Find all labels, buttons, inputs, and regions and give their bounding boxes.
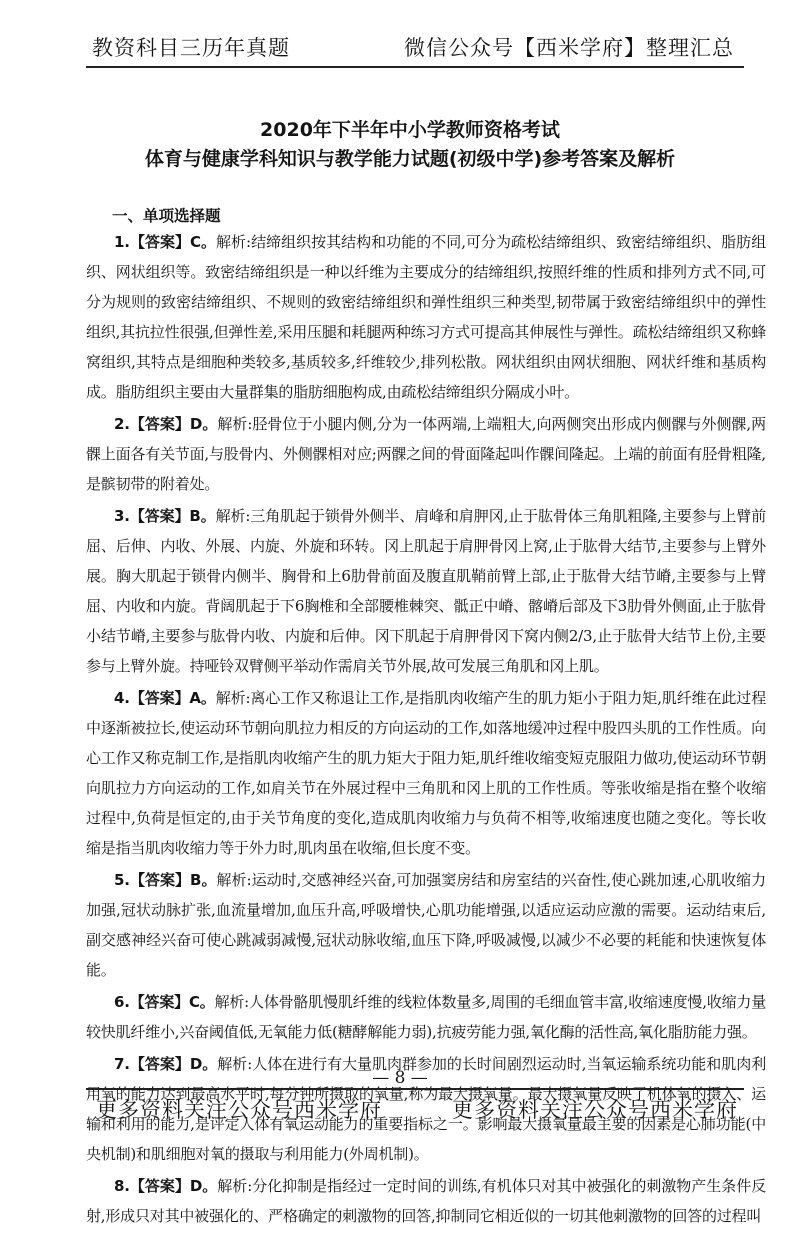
answer-explanation: 解析:离心工作又称退让工作,是指肌肉收缩产生的肌力矩小于阻力矩,肌纤维在此过程中逐渐被拉长,使运动环节朝向肌拉力相反的方向运动的工作,如落地缓冲过程中股四头肌的工作性质。向心工作又称克制工作,是指肌肉收缩产生的肌力矩大于阻力矩,肌纤维收缩变短克服阻力做功,使运动环节朝向肌拉力方向运动的工作,如肩关节在外展过程中三角肌和冈上肌的工作性质。等张收缩是指在整个收缩过程中,负荷是恒定的,由于关节角度的变化,造成肌肉收缩力与负荷不相等,收缩速度也随之变化。等长收缩是指当肌肉收缩力等于外力时,肌肉虽在收缩,但长度不变。 [86,689,766,857]
header-left-text: 教资科目三历年真题 [92,36,290,60]
answer-explanation: 解析:结缔组织按其结构和功能的不同,可分为疏松结缔组织、致密结缔组织、脂肪组织、网状组织等。致密结缔组织是一种以纤维为主要成分的结缔组织,按照纤维的性质和排列方式不同,可分为规则的致密结缔组织、不规则的致密结缔组织和弹性组织三种类型,韧带属于致密结缔组织中的弹性组织,其抗拉性很强,但弹性差,采用压腿和耗腿两种练习方式可提高其伸展性与弹性。疏松结缔组织又称蜂窝组织,其特点是细胞种类较多,基质较多,纤维较少,排列松散。网状组织由网状细胞、网状纤维和基质构成。脂肪组织主要由大量群集的脂肪细胞构成,由疏松结缔组织分隔成小叶。 [86,233,766,401]
header-rule [86,66,744,68]
answer-item-4 [86,683,766,863]
answer-item-2 [86,409,766,499]
answer-item-5 [86,865,766,985]
answer-explanation: 解析:人体在进行有大量肌肉群参加的长时间剧烈运动时,当氧运输系统功能和肌肉利用氧的能力达到最高水平时,每分钟所摄取的氧量,称为最大摄氧量。最大摄氧量反映了机体氧的摄入、运输和利用的能力,是评定人体有氧运动能力的重要指标之一。影响最大摄氧量最主要的因素是心肺功能(中央机制)和肌细胞对氧的摄取与利用能力(外周机制)。 [86,1055,766,1163]
answer-item-1 [86,227,766,407]
answer-label: 2.【答案】D。 [114,415,218,433]
answer-explanation: 解析:人体骨骼肌慢肌纤维的线粒体数量多,周围的毛细血管丰富,收缩速度慢,收缩力量较快肌纤维小,兴奋阈值低,无氧能力低(糖酵解能力弱),抗疲劳能力强,氧化酶的活性高,氧化脂肪能力强。 [86,993,766,1041]
section-heading: 一、单项选择题 [112,207,221,225]
footer-right-text: 更多资料关注公众号西米学府 [452,1098,738,1122]
answer-item-3 [86,501,766,681]
document-title [0,116,800,174]
answer-label: 8.【答案】D。 [114,1177,218,1195]
footer-rule [86,1088,744,1090]
answer-label: 7.【答案】D。 [114,1055,218,1073]
answer-label: 3.【答案】B。 [114,507,216,525]
answer-explanation: 解析:胫骨位于小腿内侧,分为一体两端,上端粗大,向两侧突出形成内侧髁与外侧髁,两髁上面各有关节面,与股骨内、外侧髁相对应;两髁之间的骨面隆起叫作髁间隆起。上端的前面有胫骨粗隆,是髌韧带的附着处。 [86,415,766,493]
footer-left-text: 更多资料关注公众号西米学府 [96,1098,382,1122]
page-header [0,0,800,72]
answer-explanation: 解析:分化抑制是指经过一定时间的训练,有机体只对其中被强化的刺激物产生条件反射,形成只对其中被强化的、严格确定的刺激物的回答,抑制同它相近似的一切其他刺激物的回答的过程叫 [86,1177,766,1225]
header-right-text: 微信公众号【西米学府】整理汇总 [404,36,734,60]
answer-label: 5.【答案】B。 [114,871,217,889]
answer-label: 6.【答案】C。 [114,993,215,1011]
answer-item-6 [86,987,766,1047]
answer-label: 1.【答案】C。 [114,233,217,251]
page-number: — 8 — [372,1068,428,1088]
answer-explanation: 解析:运动时,交感神经兴奋,可加强窦房结和房室结的兴奋性,使心跳加速,心肌收缩力加强,冠状动脉扩张,血流量增加,血压升高,呼吸增快,心肌功能增强,以适应运动应激的需要。运动结束后,副交感神经兴奋可使心跳减弱减慢,冠状动脉收缩,血压下降,呼吸减慢,以减少不必要的耗能和快速恢复体能。 [86,871,766,979]
title-line-2: 体育与健康学科知识与教学能力试题(初级中学)参考答案及解析 [144,148,676,170]
title-line-1: 2020年下半年中小学教师资格考试 [260,119,560,141]
answer-label: 4.【答案】A。 [114,689,216,707]
answer-item-8 [86,1171,766,1231]
answer-explanation: 解析:三角肌起于锁骨外侧半、肩峰和肩胛冈,止于肱骨体三角肌粗隆,主要参与上臂前屈、后伸、内收、外展、内旋、外旋和环转。冈上肌起于肩胛骨冈上窝,止于肱骨大结节,主要参与上臂外展。胸大肌起于锁骨内侧半、胸骨和上6肋骨前面及腹直肌鞘前臂上部,止于肱骨大结节嵴,主要参与上臂屈、内收和内旋。背阔肌起于下6胸椎和全部腰椎棘突、骶正中嵴、髂嵴后部及下3肋骨外侧面,止于肱骨小结节嵴,主要参与肱骨内收、内旋和后伸。冈下肌起于肩胛骨冈下窝内侧2/3,止于肱骨大结节上份,主要参与上臂外旋。持哑铃双臂侧平举动作需肩关节外展,故可发展三角肌和冈上肌。 [86,507,766,675]
